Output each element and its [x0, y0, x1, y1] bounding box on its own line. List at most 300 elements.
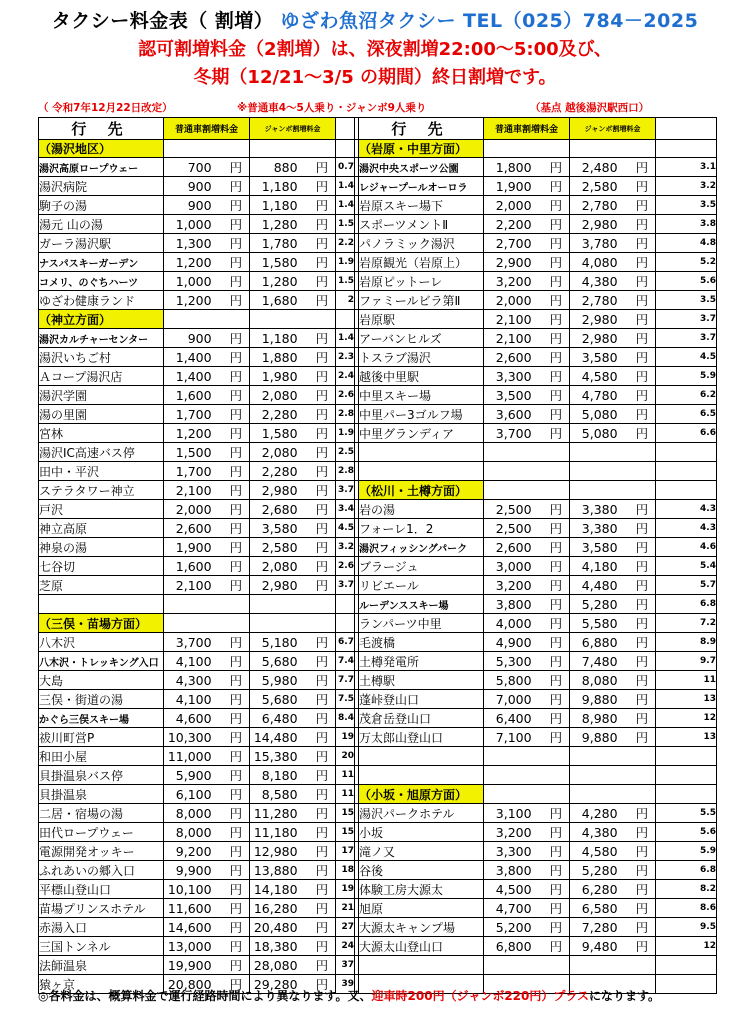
regular-fare-value: 4,300	[175, 673, 212, 689]
jumbo-fare	[570, 823, 656, 842]
table-row	[39, 424, 717, 443]
jumbo-fare	[250, 690, 336, 709]
yen-unit: 円	[549, 293, 563, 309]
table-row	[39, 348, 717, 367]
regular-fare	[164, 158, 250, 177]
regular-fare	[484, 538, 570, 557]
yen-unit: 円	[315, 768, 329, 784]
yen-unit: 円	[229, 673, 243, 689]
destination-name: 茂倉岳登山口	[359, 709, 484, 728]
yen-unit: 円	[229, 825, 243, 841]
yen-unit: 円	[635, 711, 649, 727]
empty-cell	[570, 956, 656, 975]
destination-name: ランパーツ中里	[359, 614, 484, 633]
jumbo-fare-value: 5,080	[581, 426, 618, 442]
destination-name: ナスパスキーガーデン	[39, 253, 164, 272]
jumbo-fare-value: 880	[273, 160, 298, 176]
destination-name: 祓川町営P	[39, 728, 164, 747]
distance-km: 9.7	[656, 652, 717, 671]
distance-km: 1.4	[336, 329, 355, 348]
jumbo-fare-value: 2,780	[581, 198, 618, 214]
destination-name: 中里スキー場	[359, 386, 484, 405]
yen-unit: 円	[229, 901, 243, 917]
yen-unit: 円	[229, 445, 243, 461]
distance-km: 3.7	[656, 310, 717, 329]
table-row	[39, 633, 717, 652]
regular-fare-value: 700	[187, 160, 212, 176]
jumbo-fare	[570, 348, 656, 367]
yen-unit: 円	[549, 312, 563, 328]
regular-fare	[164, 405, 250, 424]
regular-fare	[484, 215, 570, 234]
regular-fare	[484, 576, 570, 595]
distance-km: 3.2	[656, 177, 717, 196]
jumbo-fare-value: 9,880	[581, 692, 618, 708]
regular-fare-value: 3,700	[175, 635, 212, 651]
regular-fare-value: 11,000	[167, 749, 212, 765]
table-row	[39, 823, 717, 842]
yen-unit: 円	[549, 673, 563, 689]
regular-fare	[164, 253, 250, 272]
yen-unit: 円	[315, 578, 329, 594]
regular-fare-value: 900	[187, 198, 212, 214]
yen-unit: 円	[549, 939, 563, 955]
regular-fare-value: 6,800	[495, 939, 532, 955]
yen-unit: 円	[315, 445, 329, 461]
jumbo-fare-value: 1,180	[261, 198, 298, 214]
yen-unit: 円	[315, 198, 329, 214]
jumbo-fare-value: 4,580	[581, 844, 618, 860]
jumbo-fare	[570, 500, 656, 519]
regular-fare	[164, 861, 250, 880]
destination-name: 岩の湯	[359, 500, 484, 519]
jumbo-fare-value: 7,480	[581, 654, 618, 670]
destination-name: 三国トンネル	[39, 937, 164, 956]
yen-unit: 円	[315, 369, 329, 385]
regular-fare	[484, 405, 570, 424]
jumbo-fare-value: 2,080	[261, 559, 298, 575]
regular-fare-value: 14,600	[167, 920, 212, 936]
distance-km: 3.7	[336, 481, 355, 500]
destination-name: 小坂	[359, 823, 484, 842]
yen-unit: 円	[635, 160, 649, 176]
jumbo-fare	[250, 462, 336, 481]
yen-unit: 円	[549, 616, 563, 632]
regular-fare-value: 7,000	[495, 692, 532, 708]
jumbo-fare	[250, 804, 336, 823]
distance-km: 2.3	[336, 348, 355, 367]
regular-fare	[164, 177, 250, 196]
regular-fare	[164, 519, 250, 538]
jumbo-fare-value: 2,480	[581, 160, 618, 176]
distance-km: 19	[336, 728, 355, 747]
regular-fare-value: 11,600	[167, 901, 212, 917]
section-header: （三俣・苗場方面）	[39, 614, 164, 633]
yen-unit: 円	[635, 521, 649, 537]
regular-fare-header: 普通車割増料金	[164, 118, 250, 140]
regular-fare-value: 5,300	[495, 654, 532, 670]
distance-km: 5.5	[656, 804, 717, 823]
notice-line-1: 認可割増料金（2割増）は、深夜割増22:00～5:00及び、	[138, 39, 612, 60]
distance-km: 3.8	[656, 215, 717, 234]
destination-name: 法師温泉	[39, 956, 164, 975]
destination-name: リビエール	[359, 576, 484, 595]
jumbo-fare-value: 3,580	[581, 350, 618, 366]
yen-unit: 円	[549, 198, 563, 214]
destination-name: 大源太キャンプ場	[359, 918, 484, 937]
jumbo-fare-value: 4,780	[581, 388, 618, 404]
regular-fare	[164, 842, 250, 861]
regular-fare-value: 3,300	[495, 369, 532, 385]
destination-name: 芝原	[39, 576, 164, 595]
jumbo-fare-value: 5,580	[581, 616, 618, 632]
jumbo-fare	[250, 481, 336, 500]
jumbo-fare	[570, 177, 656, 196]
destination-name: 岩原駅	[359, 310, 484, 329]
yen-unit: 円	[549, 407, 563, 423]
jumbo-fare	[570, 291, 656, 310]
yen-unit: 円	[635, 901, 649, 917]
yen-unit: 円	[229, 749, 243, 765]
regular-fare	[164, 652, 250, 671]
jumbo-fare-value: 5,080	[581, 407, 618, 423]
yen-unit: 円	[635, 825, 649, 841]
yen-unit: 円	[229, 350, 243, 366]
regular-fare-value: 3,200	[495, 578, 532, 594]
jumbo-fare-value: 5,680	[261, 692, 298, 708]
distance-km: 1.9	[336, 253, 355, 272]
distance-km: 5.7	[656, 576, 717, 595]
section-header: （松川・土樽方面）	[359, 481, 484, 500]
yen-unit: 円	[635, 426, 649, 442]
yen-unit: 円	[549, 521, 563, 537]
empty-cell	[656, 462, 717, 481]
destination-name: 戸沢	[39, 500, 164, 519]
yen-unit: 円	[315, 483, 329, 499]
yen-unit: 円	[315, 939, 329, 955]
jumbo-fare	[570, 386, 656, 405]
yen-unit: 円	[635, 597, 649, 613]
jumbo-fare-value: 2,280	[261, 464, 298, 480]
empty-cell	[359, 462, 484, 481]
regular-fare-value: 2,500	[495, 502, 532, 518]
yen-unit: 円	[549, 654, 563, 670]
jumbo-fare-value: 12,980	[253, 844, 298, 860]
destination-name: 大島	[39, 671, 164, 690]
regular-fare	[164, 956, 250, 975]
regular-fare	[484, 158, 570, 177]
regular-fare	[484, 329, 570, 348]
distance-km: 6.2	[656, 386, 717, 405]
jumbo-fare	[570, 671, 656, 690]
destination-header: 行 先	[39, 118, 164, 140]
regular-fare	[484, 234, 570, 253]
yen-unit: 円	[229, 388, 243, 404]
jumbo-fare	[250, 823, 336, 842]
regular-fare-value: 1,600	[175, 559, 212, 575]
table-row	[39, 842, 717, 861]
distance-km: 11	[336, 785, 355, 804]
destination-name: 二居・宿場の湯	[39, 804, 164, 823]
yen-unit: 円	[229, 293, 243, 309]
regular-fare-value: 2,100	[175, 578, 212, 594]
jumbo-fare-value: 1,580	[261, 426, 298, 442]
regular-fare-value: 8,000	[175, 806, 212, 822]
jumbo-fare	[570, 158, 656, 177]
regular-fare-value: 2,100	[495, 331, 532, 347]
jumbo-fare-value: 6,880	[581, 635, 618, 651]
yen-unit: 円	[229, 806, 243, 822]
footer-text-c: になります。	[589, 989, 661, 1003]
yen-unit: 円	[635, 198, 649, 214]
regular-fare	[484, 272, 570, 291]
yen-unit: 円	[635, 692, 649, 708]
destination-name: 和田小屋	[39, 747, 164, 766]
empty-cell	[570, 785, 656, 804]
jumbo-fare-value: 2,580	[581, 179, 618, 195]
destination-name: ゆざわ健康ランド	[39, 291, 164, 310]
yen-unit: 円	[315, 559, 329, 575]
regular-fare-value: 2,000	[175, 502, 212, 518]
yen-unit: 円	[549, 331, 563, 347]
regular-fare	[484, 842, 570, 861]
jumbo-fare-value: 1,580	[261, 255, 298, 271]
regular-fare-value: 4,100	[175, 654, 212, 670]
regular-fare-value: 2,600	[175, 521, 212, 537]
distance-km: 4.3	[656, 519, 717, 538]
regular-fare-value: 9,900	[175, 863, 212, 879]
destination-name: 岩原観光（岩原上）	[359, 253, 484, 272]
empty-cell	[250, 310, 336, 329]
table-row	[39, 177, 717, 196]
jumbo-fare	[250, 652, 336, 671]
jumbo-fare	[570, 405, 656, 424]
regular-fare	[164, 538, 250, 557]
distance-km: 2	[336, 291, 355, 310]
distance-km: 19	[336, 880, 355, 899]
table-header-row	[39, 118, 717, 140]
yen-unit: 円	[229, 426, 243, 442]
destination-name: 電源開発オッキー	[39, 842, 164, 861]
jumbo-fare-value: 1,880	[261, 350, 298, 366]
distance-km: 5.6	[656, 272, 717, 291]
jumbo-fare-value: 29,280	[253, 977, 298, 993]
distance-km: 3.2	[336, 538, 355, 557]
destination-name: 湯沢いちご村	[39, 348, 164, 367]
destination-name: 中里パー3ゴルフ場	[359, 405, 484, 424]
destination-name: レジャープールオーロラ	[359, 177, 484, 196]
yen-unit: 円	[229, 977, 243, 993]
yen-unit: 円	[635, 350, 649, 366]
regular-fare	[484, 690, 570, 709]
regular-fare-value: 1,900	[495, 179, 532, 195]
regular-fare-value: 1,300	[175, 236, 212, 252]
jumbo-fare	[570, 842, 656, 861]
regular-fare	[164, 329, 250, 348]
yen-unit: 円	[635, 654, 649, 670]
yen-unit: 円	[315, 749, 329, 765]
regular-fare	[484, 899, 570, 918]
distance-km: 8.2	[656, 880, 717, 899]
regular-fare	[484, 291, 570, 310]
destination-name: 田中・平沢	[39, 462, 164, 481]
regular-fare-value: 2,200	[495, 217, 532, 233]
yen-unit: 円	[549, 578, 563, 594]
table-row	[39, 709, 717, 728]
distance-km: 2.6	[336, 386, 355, 405]
destination-name: ガーラ湯沢駅	[39, 234, 164, 253]
empty-cell	[250, 595, 336, 614]
jumbo-fare-value: 9,480	[581, 939, 618, 955]
jumbo-fare	[250, 709, 336, 728]
jumbo-fare-value: 1,180	[261, 179, 298, 195]
distance-km: 15	[336, 804, 355, 823]
jumbo-fare-value: 1,280	[261, 274, 298, 290]
regular-fare	[164, 690, 250, 709]
yen-unit: 円	[549, 730, 563, 746]
table-row	[39, 462, 717, 481]
destination-name: 湯元 山の湯	[39, 215, 164, 234]
jumbo-fare-value: 14,480	[253, 730, 298, 746]
distance-km: 15	[336, 823, 355, 842]
distance-km: 1.4	[336, 177, 355, 196]
yen-unit: 円	[315, 844, 329, 860]
regular-fare-value: 5,800	[495, 673, 532, 689]
table-row	[39, 386, 717, 405]
yen-unit: 円	[315, 863, 329, 879]
jumbo-fare	[250, 500, 336, 519]
regular-fare-value: 1,400	[175, 369, 212, 385]
jumbo-fare	[250, 785, 336, 804]
yen-unit: 円	[229, 711, 243, 727]
distance-km: 18	[336, 861, 355, 880]
jumbo-fare	[570, 196, 656, 215]
destination-name: 大源太山登山口	[359, 937, 484, 956]
distance-km: 6.5	[656, 405, 717, 424]
jumbo-fare	[250, 937, 336, 956]
empty-cell	[656, 443, 717, 462]
yen-unit: 円	[315, 787, 329, 803]
empty-cell	[164, 595, 250, 614]
regular-fare	[164, 728, 250, 747]
jumbo-fare-value: 16,280	[253, 901, 298, 917]
distance-km: 7.4	[336, 652, 355, 671]
jumbo-fare	[570, 576, 656, 595]
regular-fare	[484, 177, 570, 196]
jumbo-fare-value: 2,980	[581, 331, 618, 347]
regular-fare-value: 1,700	[175, 407, 212, 423]
table-row	[39, 481, 717, 500]
regular-fare-value: 19,900	[167, 958, 212, 974]
yen-unit: 円	[229, 635, 243, 651]
regular-fare	[164, 671, 250, 690]
distance-km: 37	[336, 956, 355, 975]
table-row	[39, 158, 717, 177]
distance-km: 1.5	[336, 215, 355, 234]
yen-unit: 円	[229, 768, 243, 784]
distance-km: 6.7	[336, 633, 355, 652]
jumbo-fare	[250, 386, 336, 405]
distance-header	[336, 118, 355, 140]
destination-name: 毛渡橋	[359, 633, 484, 652]
destination-name: 赤湯入口	[39, 918, 164, 937]
regular-fare	[164, 576, 250, 595]
destination-name: ルーデンススキー場	[359, 595, 484, 614]
section-header: （湯沢地区）	[39, 140, 164, 158]
jumbo-fare	[570, 272, 656, 291]
empty-cell	[656, 975, 717, 994]
regular-fare	[484, 937, 570, 956]
yen-unit: 円	[549, 863, 563, 879]
jumbo-fare-value: 2,980	[261, 578, 298, 594]
jumbo-fare-value: 11,180	[253, 825, 298, 841]
title-main: タクシー料金表（ 割増）	[51, 10, 274, 32]
regular-fare	[484, 861, 570, 880]
yen-unit: 円	[315, 274, 329, 290]
distance-km: 39	[336, 975, 355, 994]
yen-unit: 円	[315, 825, 329, 841]
table-row	[39, 367, 717, 386]
distance-km: 2.5	[336, 443, 355, 462]
regular-fare-value: 2,000	[495, 293, 532, 309]
yen-unit: 円	[549, 426, 563, 442]
destination-name: 湯沢中央スポーツ公園	[359, 158, 484, 177]
destination-name: 貝掛温泉バス停	[39, 766, 164, 785]
empty-cell	[484, 785, 570, 804]
jumbo-fare	[570, 937, 656, 956]
yen-unit: 円	[635, 217, 649, 233]
revision-date: （ 令和7年12月22日改定）	[38, 102, 173, 114]
table-row	[39, 671, 717, 690]
yen-unit: 円	[549, 217, 563, 233]
regular-fare-value: 3,200	[495, 825, 532, 841]
distance-km: 11	[336, 766, 355, 785]
table-row	[39, 899, 717, 918]
distance-km: 13	[656, 690, 717, 709]
regular-fare-value: 900	[187, 179, 212, 195]
regular-fare	[484, 652, 570, 671]
regular-fare-value: 20,800	[167, 977, 212, 993]
empty-cell	[484, 481, 570, 500]
jumbo-fare-value: 1,280	[261, 217, 298, 233]
regular-fare	[164, 424, 250, 443]
regular-fare-value: 5,900	[175, 768, 212, 784]
jumbo-fare	[570, 804, 656, 823]
regular-fare	[164, 918, 250, 937]
distance-km: 5.4	[656, 557, 717, 576]
jumbo-fare-value: 5,180	[261, 635, 298, 651]
regular-fare-value: 10,300	[167, 730, 212, 746]
yen-unit: 円	[549, 502, 563, 518]
yen-unit: 円	[229, 160, 243, 176]
jumbo-fare-value: 2,680	[261, 502, 298, 518]
regular-fare-value: 13,000	[167, 939, 212, 955]
jumbo-fare-value: 2,580	[261, 540, 298, 556]
yen-unit: 円	[315, 464, 329, 480]
table-row	[39, 310, 717, 329]
yen-unit: 円	[635, 293, 649, 309]
empty-cell	[359, 747, 484, 766]
yen-unit: 円	[549, 844, 563, 860]
yen-unit: 円	[315, 160, 329, 176]
empty-cell	[336, 310, 355, 329]
distance-km: 12	[656, 709, 717, 728]
jumbo-fare	[570, 253, 656, 272]
notice-line-2: 冬期（12/21～3/5 の期間）終日割増です。	[193, 67, 557, 88]
yen-unit: 円	[549, 255, 563, 271]
regular-fare	[164, 196, 250, 215]
yen-unit: 円	[635, 616, 649, 632]
